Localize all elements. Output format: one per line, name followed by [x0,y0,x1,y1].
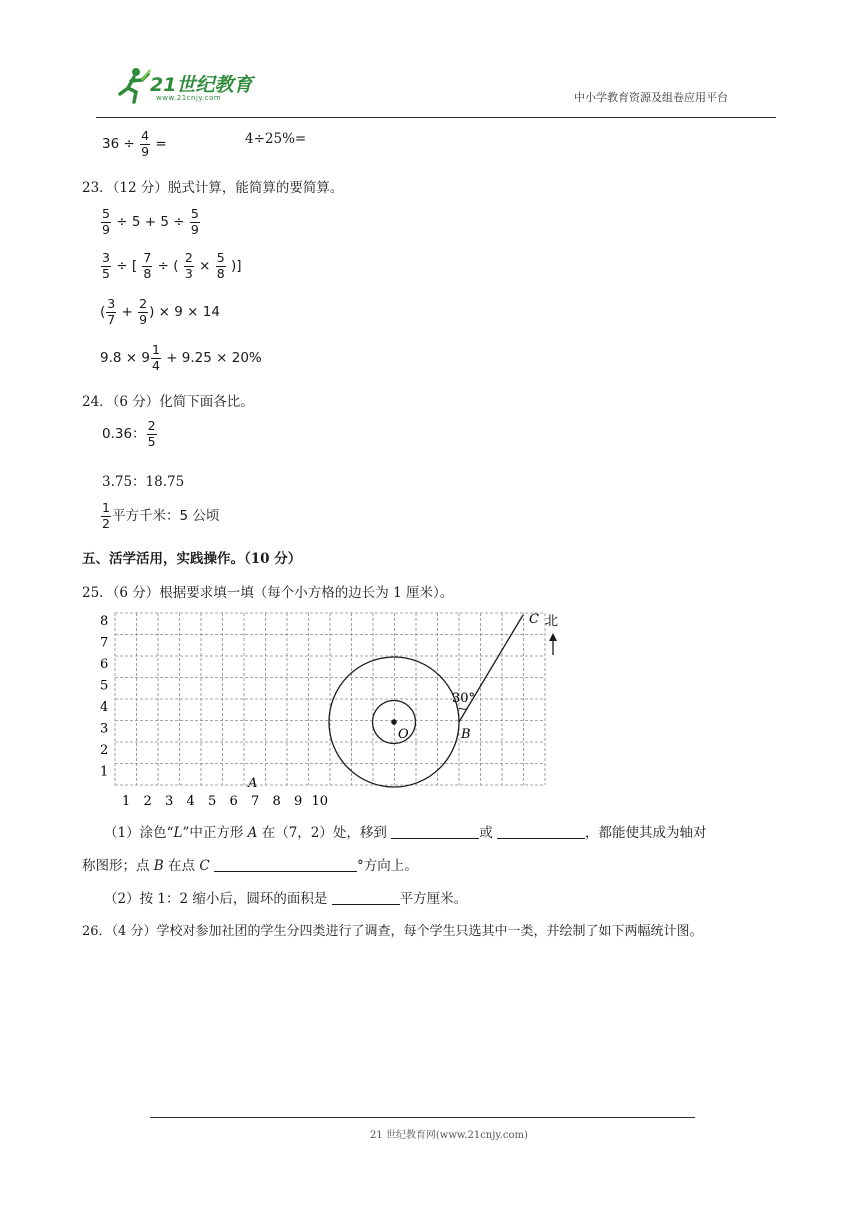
q24-title: 24．（6 分）化简下面各比。 [82,394,254,410]
text: （1）涂色“ [104,825,174,841]
y-tick-label: 6 [100,657,109,672]
answer-blank-4[interactable] [332,890,400,905]
text: A [247,825,258,841]
fraction [184,252,194,280]
answer-blank-3[interactable] [214,857,357,872]
q26-title: 26．（4 分）学校对参加社团的学生分四类进行了调查，每个学生只选其中一类，并绘制了如下两幅统计图。 [82,924,703,939]
y-tick-label: 4 [100,700,109,715]
denominator: 7 [107,311,116,327]
logo-sub-text: www.21cnjy.com [156,94,222,102]
q25-sub1-line1 [104,821,707,841]
q24-ratio3 [100,502,219,530]
fraction [151,344,161,372]
q23-line1 [100,208,201,236]
fraction [142,252,152,280]
calc-text: ( [100,304,106,320]
text: 或 [479,825,493,841]
text: B [153,858,164,874]
x-tick-label: 10 [311,794,329,809]
calc-text: )] [230,258,242,274]
denominator: 9 [139,311,148,327]
y-tick-label: 2 [100,743,109,758]
angle-label: 30° [452,691,476,706]
calc-text: 36 ÷ [102,136,135,152]
square-grid [115,613,545,785]
calc-4-div-25: 4÷25%= [245,131,307,147]
label-a: A [248,776,258,791]
text: ”中正方形 [182,825,244,841]
text: 平方厘米。 [399,891,468,907]
denominator: 4 [151,357,160,373]
numerator: 7 [143,250,152,265]
x-axis-labels [122,794,328,809]
numerator: 2 [147,418,156,433]
x-tick-label: 9 [294,794,303,809]
answer-blank-2[interactable] [497,824,585,839]
x-tick-label: 3 [165,794,174,809]
header-rule [96,117,776,118]
text: 称图形；点 [82,858,150,874]
y-tick-label: 8 [100,614,109,629]
y-axis-labels [100,614,108,780]
q23-line4 [100,344,262,372]
numerator: 5 [102,206,110,221]
fraction [101,208,111,236]
numerator: 5 [190,206,199,221]
x-tick-label: 4 [186,794,195,809]
label-o: O [398,727,409,742]
q25-sub2 [104,887,467,907]
label-c: C [529,612,539,627]
header-logo [112,64,272,106]
x-tick-label: 7 [251,794,260,809]
x-tick-label: 6 [229,794,238,809]
y-tick-label: 3 [100,721,109,737]
denominator: 8 [143,265,152,281]
text: （2）按 1：2 缩小后，圆环的面积是 [104,891,328,907]
center-point-o [391,719,397,725]
fraction [138,298,148,326]
text: L [173,825,183,841]
x-tick-label: 5 [208,794,217,809]
q24-ratio1 [102,420,158,448]
x-tick-label: 1 [122,794,131,809]
logo-main-text: 21世纪教育 [150,74,253,96]
numerator: 5 [216,250,225,265]
calc-text: × [199,258,211,274]
text: ，都能使其成为轴对 [585,825,707,841]
numerator: 2 [139,296,148,311]
denominator: 9 [141,143,150,159]
q24-ratio2: 3.75：18.75 [102,474,185,490]
denominator: 9 [190,221,199,237]
fraction [101,252,111,280]
q25-grid-figure [90,605,590,815]
text: C [199,858,210,874]
x-tick-label: 2 [143,794,152,809]
q23-title: 23．（12 分）脱式计算，能简算的要简算。 [82,180,344,196]
fraction [101,502,111,530]
y-tick-label: 1 [100,764,109,780]
footer-text: 21 世纪教育网(www.21cnjy.com) [370,1130,528,1141]
calc-text: 0.36： [102,426,146,442]
q25-title: 25．（6 分）根据要求填一填（每个小方格的边长为 1 厘米）。 [82,585,454,601]
section5-title: 五、活学活用，实践操作。（10 分） [82,551,302,567]
calc-text: 9.8 × 9 [100,350,150,366]
platform-name: 中小学教育资源及组卷应用平台 [574,91,728,104]
denominator: 3 [184,265,193,281]
denominator: 5 [147,433,156,449]
x-tick-label: 8 [272,794,281,809]
runner-logo-icon [112,64,152,104]
denominator: 8 [216,265,225,281]
calc-text: 平方千米：5 公顷 [111,508,220,524]
calc-text: ) × 9 × 14 [149,304,220,320]
calc-36-div [102,130,167,158]
q23-line2 [100,252,242,280]
north-arrowhead-icon [549,633,557,641]
numerator: 3 [107,296,116,311]
numerator: 2 [184,250,193,265]
fraction [106,298,116,326]
calc-text: ÷ [ [116,258,138,274]
calc-text: ÷ 5 + 5 ÷ [116,214,185,230]
y-tick-label: 7 [100,635,109,651]
q23-line3 [100,298,220,326]
text: 在点 [168,858,196,874]
fraction [216,252,226,280]
denominator: 5 [102,265,110,281]
numerator: 1 [102,500,110,515]
calc-text: + [121,304,133,320]
q25-sub1-line2 [82,854,418,874]
fraction [190,208,200,236]
denominator: 2 [102,515,110,531]
y-tick-label: 5 [100,678,109,694]
fraction [140,130,150,158]
calc-text: + 9.25 × 20% [166,350,262,366]
footer-rule [150,1117,695,1118]
denominator: 9 [102,221,110,237]
answer-blank-1[interactable] [391,824,479,839]
fraction [147,420,157,448]
numerator: 3 [102,250,110,265]
calc-text: ÷ ( [157,258,179,274]
north-label: 北 [545,614,559,629]
numerator: 1 [151,342,160,357]
calc-text: = [155,136,167,152]
text: °方向上。 [356,858,418,874]
angle-arc [459,708,467,709]
label-b: B [461,727,471,742]
numerator: 4 [141,128,150,143]
text: 在（7，2）处，移到 [261,825,387,841]
